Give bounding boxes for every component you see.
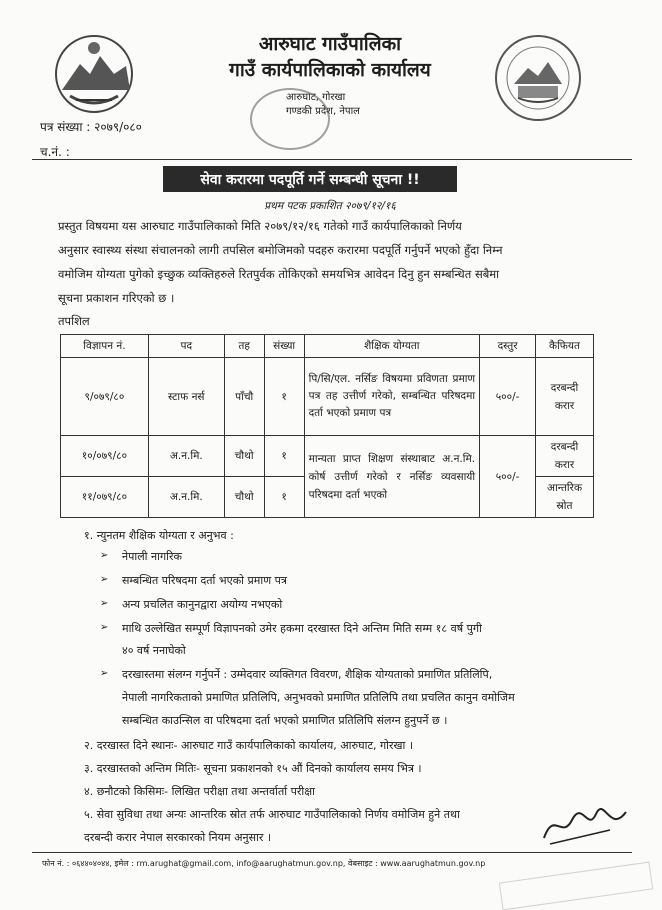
intro-line: वमोजिम योग्यता पुगेको इच्छुक व्यक्तिहरुले रितपुर्वक तोकिएको समयभित्र आवेदन दिनु हुन सम्बन्धित सबैमा [58,267,500,281]
requirement-item-continued: सम्बन्धित काउन्सिल वा परिषदमा दर्ता भएको प्रमाणित प्रतिलिपि संलग्न हुनुपर्ने छ । [122,714,448,727]
cell-ad-no: ९/०७९/८० [61,358,149,436]
arrow-icon: ➢ [100,550,109,561]
requirement-item: नेपाली नागरिक [122,550,182,563]
col-ad-no: विज्ञापन नं. [61,335,149,358]
cell-count: १ [264,477,304,518]
application-place: २. दरखास्त दिने स्थानः- आरुघाट गाउँ कार्यपालिकाको कार्यालय, आरुघाट, गोरखा । [84,739,414,752]
cell-fee: ५००/- [480,358,536,436]
dispatch-number: च.नं. : [40,145,70,159]
table-row [61,358,594,436]
cell-remarks: आन्तरिक स्रोत [536,477,594,518]
letter-number [40,118,142,135]
col-qualification: शैक्षिक योग्यता [304,335,479,358]
address-line-1: आरुघाट, गोरखा [286,92,346,103]
cell-level: पाँचौ [224,358,264,436]
col-count: संख्या [264,335,304,358]
requirement-item-continued: नेपाली नागरिकताको प्रमाणित प्रतिलिपि, अनुभवको प्रमाणित प्रतिलिपि तथा प्रचलित कानुन वमोजिम [122,691,515,704]
requirement-item: अन्य प्रचलित कानुनद्वारा अयोग्य नभएको [122,598,283,611]
cell-fee: ५००/- [480,436,536,518]
cell-ad-no: ११/०७९/८० [61,477,149,518]
letter-number-label: पत्र संख्या : [40,120,91,134]
header-divider [32,159,632,160]
signature [540,800,630,850]
government-emblem [50,30,138,118]
service-benefits: ५. सेवा सुविधा तथा अन्यः आन्तरिक स्रोत तर्फ आरुघाट गाउँपालिकाको निर्णय वमोजिम हुने तथा [84,808,460,821]
col-post: पद [148,335,224,358]
office-name: गाउँ कार्यपालिकाको कार्यालय [229,59,431,81]
application-deadline: ३. दरखास्तको अन्तिम मितिः- सूचना प्रकाशनको १५ औं दिनको कार्यालय समय भित्र । [84,762,422,775]
cell-post: स्टाफ नर्स [148,358,224,436]
cell-level: चौथो [224,436,264,477]
requirement-item: सम्बन्धित परिषदमा दर्ता भएको प्रमाण पत्र [122,574,287,587]
letter-number-value: २०७९/०८० [94,120,142,134]
cell-count: १ [264,358,304,436]
requirements-heading: १. न्युनतम शैक्षिक योग्यता र अनुभव : [84,529,234,542]
intro-line: अनुसार स्वास्थ्य संस्था संचालनको लागी तपसिल बमोजिमको पदहरु करारमा पदपूर्ति गर्नुपर्ने भएको हुँदा निम्न [58,243,503,257]
office-stamp [250,88,330,150]
col-level: तह [224,335,264,358]
cell-remarks: दरबन्दी करार [536,358,594,436]
cell-count: १ [264,436,304,477]
intro-paragraph [58,214,618,310]
details-label: तपशिल [58,314,90,328]
requirement-item-continued: ४० वर्ष ननाघेको [122,644,186,657]
municipality-name: आरुघाट गाउँपालिका [258,33,402,55]
service-benefits-continued: दरबन्दी करार नेपाल सरकारको नियम अनुसार । [84,831,272,844]
address-line-2: गण्डकी प्रदेश, नेपाल [286,106,360,117]
arrow-icon: ➢ [100,622,109,633]
table-row [61,436,594,477]
footer-contact: फोन नं. : ०६४४०४०४४, इमेल : rm.arughat@gmail.com, info@aarughatmun.gov.np, वेबसाइट : www.aarughatmun.gov.np [42,859,486,868]
cell-post: अ.न.मि. [148,436,224,477]
arrow-icon: ➢ [100,598,109,609]
cell-qualification: पि/सि/एल. नर्सिङ विषयमा प्रविणता प्रमाण पत्र तह उत्तीर्ण गरेको, सम्बन्धित परिषदमा दर्ता भएको प्रमाण पत्र [304,358,479,436]
intro-line: प्रस्तुत विषयमा यस आरुघाट गाउँपालिकाको मिति २०७९/१२/१६ गतेको गाउँ कार्यपालिकाको निर्णय [58,219,462,233]
cell-ad-no: १०/०७९/८० [61,436,149,477]
footer-divider [32,852,632,853]
col-remarks: कैफियत [536,335,594,358]
cell-qualification: मान्यता प्राप्त शिक्षण संस्थाबाट अ.न.मि. कोर्ष उत्तीर्ण गरेको र नर्सिङ व्यवसायी परिषदमा दर्ता भएको [304,436,479,518]
requirement-item: माथि उल्लेखित सम्पूर्ण विज्ञापनको उमेर हकमा दरखास्त दिने अन्तिम मिति सम्म १८ वर्ष पुगी [122,622,482,635]
published-date: प्रथम पटक प्रकाशित २०७९/१२/१६ [264,200,396,212]
cell-remarks: दरबन्दी करार [536,436,594,477]
arrow-icon: ➢ [100,574,109,585]
arrow-icon: ➢ [100,668,109,679]
table-header-row [61,335,594,358]
selection-method: ४. छनौटको किसिमः- लिखित परीक्षा तथा अन्तर्वार्ता परीक्षा [84,785,315,798]
col-fee: दस्तुर [480,335,536,358]
notice-heading: सेवा करारमा पदपूर्ति गर्ने सम्बन्धी सूचना !! [163,166,457,192]
requirement-item: दरखास्तमा संलग्न गर्नुपर्ने : उम्मेदवार व्यक्तिगत विवरण, शैक्षिक योग्यताको प्रमाणित प्रतिलिपि, [122,668,493,681]
intro-line: सूचना प्रकाशन गरिएको छ । [58,291,175,305]
cell-level: चौथो [224,477,264,518]
vacancy-table [60,334,594,518]
cell-post: अ.न.मि. [148,477,224,518]
